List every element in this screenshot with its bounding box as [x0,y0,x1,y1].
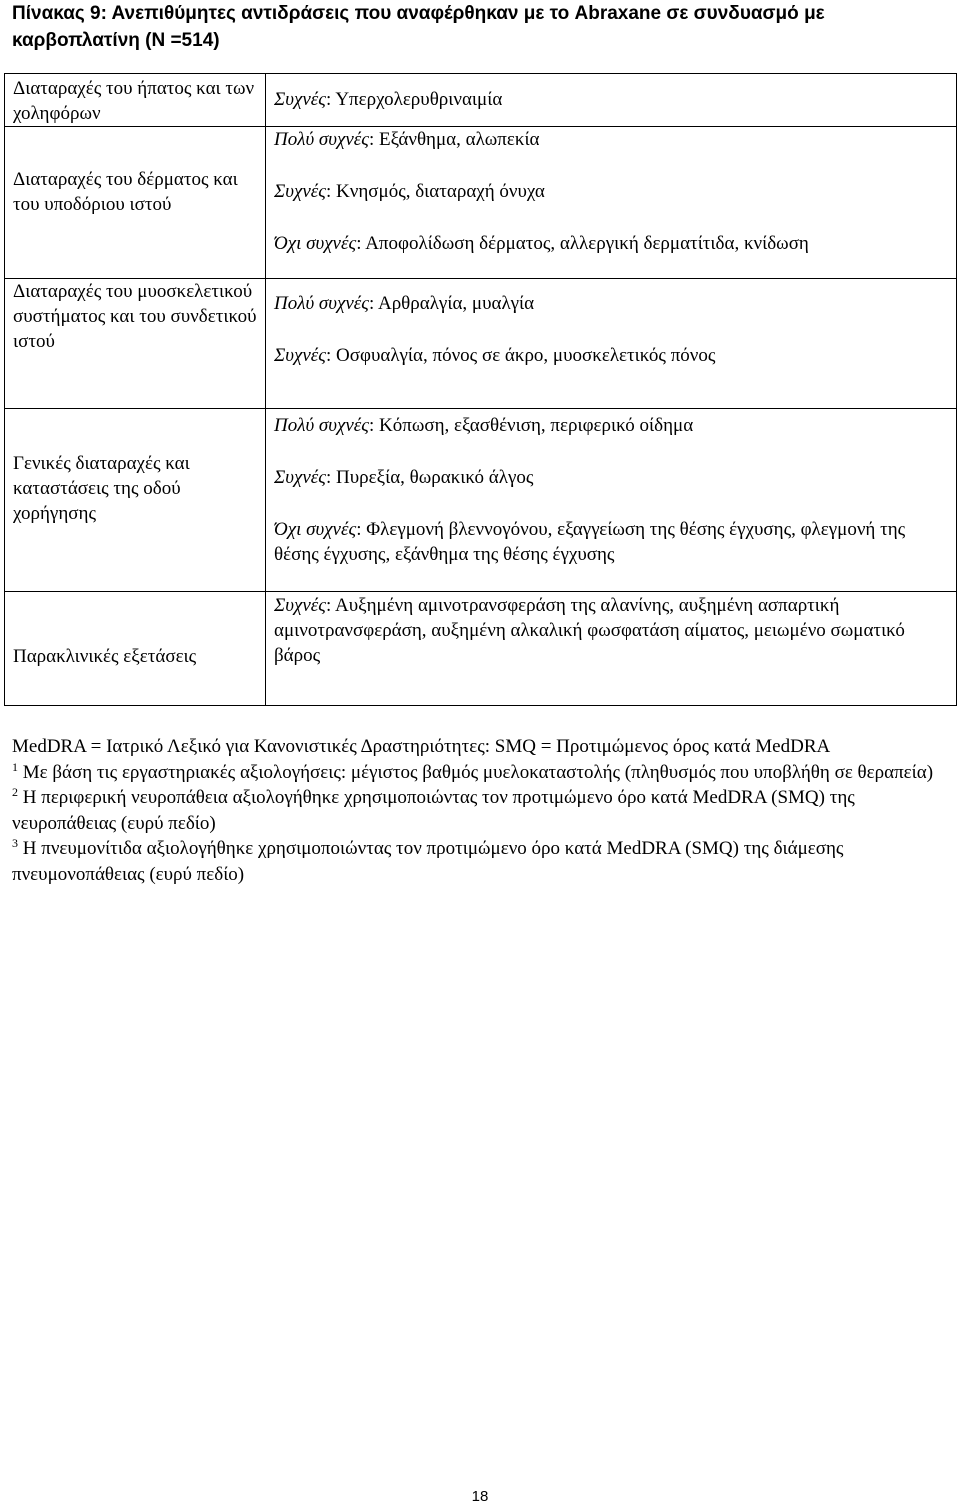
frequency-label: Συχνές [274,345,326,366]
soc-cell: Διαταραχές του μυοσκελετικού συστήματος και του συνδετικού ιστού [5,279,266,409]
footnote-text: Η περιφερική νευροπάθεια αξιολογήθηκε χρησιμοποιώντας τον προτιμώμενο όρο κατά MedDRA (SMQ) της νευροπάθειας (ευρύ πεδίο) [12,787,855,834]
footnotes [12,734,942,888]
list-item: Όχι συχνές: Φλεγμονή βλεννογόνου, εξαγγείωση της θέσης έγχυσης, φλεγμονή της θέσης έγχυσης, εξάνθημα της θέσης έγχυσης [274,519,906,565]
terms-cell [266,127,957,279]
reaction-terms: Αρθραλγία, μυαλγία [377,293,535,314]
abbreviation-note: MedDRA = Ιατρικό Λεξικό για Κανονιστικές Δραστηριότητες: SMQ = Προτιμώμενος όρος κατά MedDRA [12,736,831,757]
frequency-label: Συχνές [274,595,326,616]
terms-cell [266,74,957,127]
list-item: Συχνές: Αυξημένη αμινοτρανσφεράση της αλανίνης, αυξημένη ασπαρτική αμινοτρανσφεράση, αυξημένη αλκαλική φωσφατάση αίματος, μειωμένο σωματικό βάρος [274,595,905,666]
list-item: Πολύ συχνές: Κόπωση, εξασθένιση, περιφερικό οίδημα [274,415,694,436]
reaction-terms: Πυρεξία, θωρακικό άλγος [336,467,534,488]
footnote-text: Με βάση τις εργαστηριακές αξιολογήσεις: μέγιστος βαθμός μυελοκαταστολής (πληθυσμός που υποβλήθη σε θεραπεία) [22,761,934,783]
footnote-text: Η πνευμονίτιδα αξιολογήθηκε χρησιμοποιώντας τον προτιμώμενο όρο κατά MedDRA (SMQ) της διάμεσης πνευμονοπάθειας (ευρύ πεδίο) [12,838,844,885]
list-item: Συχνές: Υπερχολερυθριναιμία [274,89,503,110]
terms-cell [266,409,957,592]
frequency-label: Συχνές [274,467,326,488]
table-row [5,409,957,592]
reaction-terms: Αυξημένη αμινοτρανσφεράση της αλανίνης, αυξημένη ασπαρτική αμινοτρανσφεράση, αυξημένη αλκαλική φωσφατάση αίματος, μειωμένο σωματικό βάρος [274,595,905,666]
page-number: 18 [471,1488,489,1505]
frequency-label: Πολύ συχνές [274,129,369,150]
frequency-label: Πολύ συχνές [274,293,369,314]
list-item: Συχνές: Κνησμός, διαταραχή όνυχα [274,181,545,202]
frequency-label: Συχνές [274,89,326,110]
soc-cell: Γενικές διαταραχές και καταστάσεις της οδού χορήγησης [5,409,266,592]
frequency-label: Όχι συχνές [274,233,357,254]
reaction-terms: Οσφυαλγία, πόνος σε άκρο, μυοσκελετικός πόνος [336,345,716,366]
reaction-terms: Αποφολίδωση δέρματος, αλλεργική δερματίτιδα, κνίδωση [365,233,809,254]
soc-cell: Διαταραχές του ήπατος και των χοληφόρων [5,74,266,127]
soc-cell: Παρακλινικές εξετάσεις [5,592,266,706]
footnote-3 [12,836,942,887]
terms-cell [266,279,957,409]
soc-cell: Διαταραχές του δέρματος και του υποδόριου ιστού [5,127,266,279]
list-item: Συχνές: Οσφυαλγία, πόνος σε άκρο, μυοσκελετικός πόνος [274,345,716,366]
adverse-reactions-table-body [4,73,957,706]
list-item: Πολύ συχνές: Εξάνθημα, αλωπεκία [274,129,540,150]
footnote-2 [12,785,942,836]
terms-cell [266,592,957,706]
table-row [5,127,957,279]
list-item: Όχι συχνές: Αποφολίδωση δέρματος, αλλεργική δερματίτιδα, κνίδωση [274,233,809,254]
footnote-mark: 2 [12,785,18,800]
table-row [5,592,957,706]
footnote-mark: 1 [12,759,18,774]
reaction-terms: Φλεγμονή βλεννογόνου, εξαγγείωση της θέσης έγχυσης, φλεγμονή της θέσης έγχυσης, εξάνθημα της θέσης έγχυσης [274,519,906,565]
footnote-1 [12,760,942,786]
list-item: Πολύ συχνές: Αρθραλγία, μυαλγία [274,293,535,314]
table-title: Πίνακας 9: Ανεπιθύμητες αντιδράσεις που αναφέρθηκαν με το Abraxane σε συνδυασμό με καρβοπλατίνη (N =514) [12,3,825,51]
frequency-label: Συχνές [274,181,326,202]
reaction-terms: Κόπωση, εξασθένιση, περιφερικό οίδημα [379,415,694,436]
reaction-terms: Κνησμός, διαταραχή όνυχα [336,181,545,202]
frequency-label: Πολύ συχνές [274,415,369,436]
table-row [5,74,957,127]
reaction-terms: Εξάνθημα, αλωπεκία [379,129,540,150]
footnote-mark: 3 [12,836,18,851]
frequency-label: Όχι συχνές [274,519,357,540]
table-row [5,279,957,409]
list-item: Συχνές: Πυρεξία, θωρακικό άλγος [274,467,534,488]
reaction-terms: Υπερχολερυθριναιμία [335,89,503,110]
